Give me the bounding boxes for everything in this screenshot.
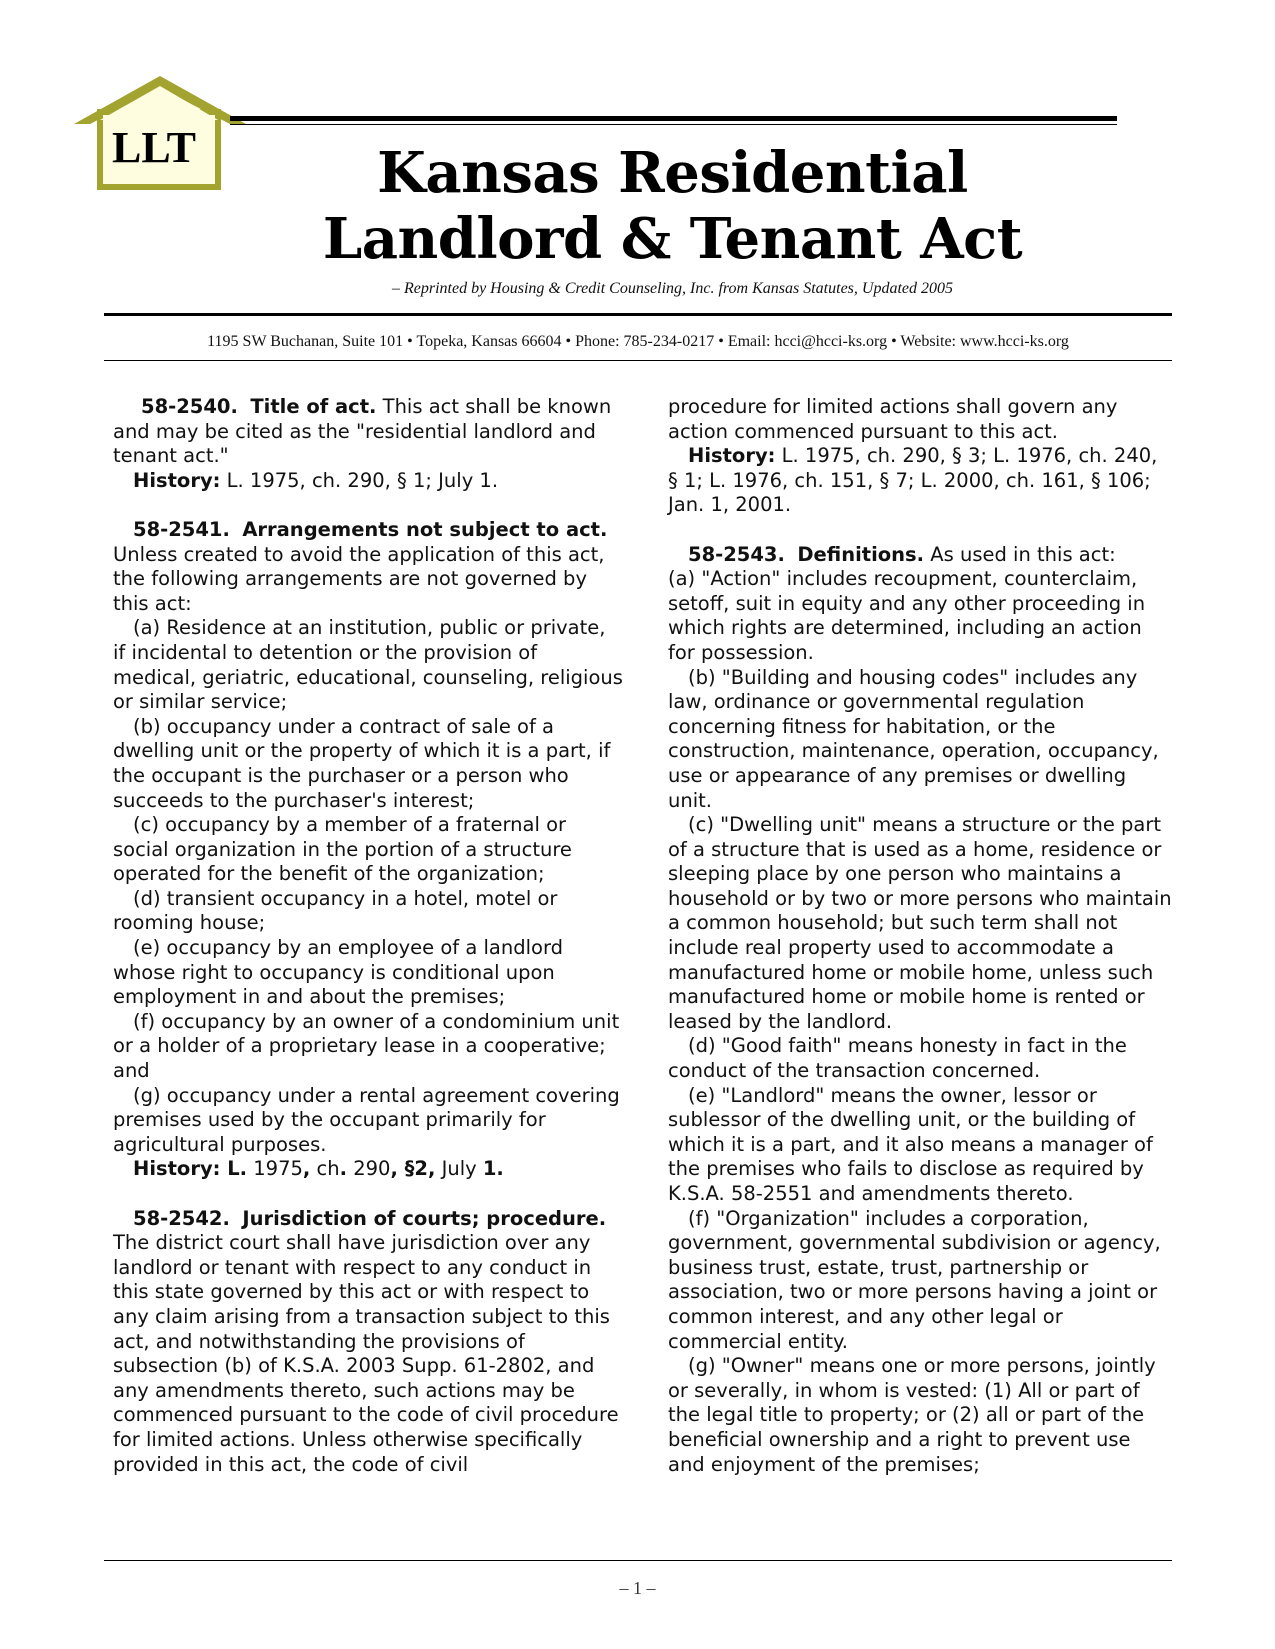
history-label: History: L.	[133, 1157, 248, 1181]
list-item: (a) "Action" includes recoupment, counterclaim, setoff, suit in equity and any other proceeding in which rights are determined, including an action for possession.	[668, 567, 1146, 664]
list-item: (e) "Landlord" means the owner, lessor or sublessor of the dwelling unit, or the building of which it is a part, and it also means a manager of the premises who fails to disclose as required by K.S.A. 58-2551 and amendments thereto.	[668, 1083, 1153, 1205]
title-line-1: Kansas Residential	[377, 140, 968, 206]
history-label: History:	[688, 444, 776, 468]
section-text: Unless created to avoid the application of this act, the following arrangements are not governed by this act:	[113, 542, 605, 615]
contact-info: 1195 SW Buchanan, Suite 101 • Topeka, Kansas 66604 • Phone: 785-234-0217 • Email: hcci@hcci-ks.org • Website: www.hcci-ks.org	[207, 333, 1069, 350]
history-58-2542	[668, 444, 1173, 518]
left-column	[113, 395, 623, 1477]
history-part: , §2,	[390, 1157, 436, 1181]
logo-text: LLT	[112, 123, 197, 172]
list-item: (d) transient occupancy in a hotel, motel or rooming house;	[113, 886, 558, 935]
history-text: L. 1975, ch. 290, § 3; L. 1976, ch. 240, § 1; L. 1976, ch. 151, § 7; L. 2000, ch. 161, § 106; Jan. 1, 2001.	[668, 444, 1158, 517]
history-part: 290	[347, 1157, 391, 1181]
list-item: (e) occupancy by an employee of a landlord whose right to occupancy is conditional upon employment in and about the premises;	[113, 936, 564, 1009]
history-part: 1975	[247, 1157, 303, 1181]
history-label: History:	[133, 468, 221, 492]
section-number: 58-2543.	[688, 542, 785, 566]
section-title: Title of act.	[250, 395, 377, 418]
list-item: (g) occupancy under a rental agreement covering premises used by the occupant primarily for agricultural purposes.	[113, 1083, 620, 1156]
history-58-2541	[113, 1157, 623, 1182]
title-line-2: Landlord & Tenant Act	[322, 206, 1023, 272]
section-title: Jurisdiction of courts; procedure.	[242, 1206, 607, 1230]
history-part: ch	[310, 1157, 340, 1181]
history-text: L. 1975, ch. 290, § 1; July 1.	[220, 468, 499, 492]
history-part: July	[435, 1157, 483, 1181]
history-58-2540	[113, 469, 623, 494]
section-title: Arrangements not subject to act.	[242, 517, 608, 541]
list-item: (g) "Owner" means one or more persons, jointly or severally, in whom is vested: (1) All or part of the legal title to property; or (2) all or part of the beneficial ownership and a right to prevent use and enjoyment of the premises;	[668, 1354, 1156, 1476]
history-part: ,	[302, 1157, 311, 1181]
header-rule-thick	[230, 116, 1117, 121]
list-item: (a) Residence at an institution, public or private, if incidental to detention or the provision of medical, geriatric, educational, counseling, religious or similar service;	[113, 616, 623, 714]
history-part: .	[339, 1157, 348, 1181]
subtitle: – Reprinted by Housing & Credit Counseling, Inc. from Kansas Statutes, Updated 2005	[391, 280, 953, 297]
right-column	[668, 395, 1173, 1477]
section-58-2542-continued: procedure for limited actions shall govern any action commenced pursuant to this act.	[668, 395, 1118, 443]
section-number: 58-2540.	[141, 395, 238, 418]
section-number: 58-2541.	[133, 517, 230, 541]
section-title: Definitions.	[797, 542, 925, 566]
history-part: 1.	[482, 1157, 504, 1181]
section-number: 58-2542.	[133, 1206, 230, 1230]
list-item: (b) occupancy under a contract of sale of a dwelling unit or the property of which it is a part, if the occupant is the purchaser or a person who succeeds to the purchaser's interest;	[113, 714, 611, 812]
header-divider	[104, 313, 1172, 316]
page-number: – 1 –	[619, 1578, 656, 1598]
contact-divider	[104, 360, 1172, 361]
section-text: The district court shall have jurisdiction over any landlord or tenant with respect to any conduct in this state governed by this act or with respect to any claim arising from a transaction subject to this act, and notwithstanding the provisions of subsection (b) of K.S.A. 2003 Supp. 61-2802, and any amendments thereto, such actions may be commenced pursuant to the code of civil procedure for limited actions. Unless otherwise specifically provided in this act, the code of civil	[113, 1231, 619, 1476]
section-58-2543	[668, 543, 1173, 568]
section-text: As used in this act:	[924, 542, 1116, 566]
section-58-2542	[113, 1207, 623, 1478]
list-item: (d) "Good faith" means honesty in fact in the conduct of the transaction concerned.	[668, 1034, 1127, 1083]
list-item: (f) occupancy by an owner of a condominium unit or a holder of a proprietary lease in a cooperative; and	[113, 1009, 620, 1083]
list-item: (f) "Organization" includes a corporation, government, governmental subdivision or agency, business trust, estate, trust, partnership or association, two or more persons having a joint or common interest, and any other legal or commercial entity.	[668, 1206, 1161, 1353]
footer-rule	[104, 1560, 1172, 1561]
section-58-2541	[113, 518, 623, 616]
list-item: (c) occupancy by a member of a fraternal or social organization in the portion of a structure operated for the benefit of the organization;	[113, 813, 572, 886]
list-item: (c) "Dwelling unit" means a structure or the part of a structure that is used as a home, residence or sleeping place by one person who maintains a household or by two or more persons who maintain a common household; but such term shall not include real property used to accommodate a manufactured home or mobile home, unless such manufactured home or mobile home is rented or leased by the landlord.	[668, 813, 1172, 1033]
list-item: (b) "Building and housing codes" includes any law, ordinance or governmental regulation concerning fitness for habitation, or the construction, maintenance, operation, occupancy, use or appearance of any premises or dwelling unit.	[668, 665, 1159, 812]
section-58-2540	[113, 395, 623, 469]
section-text: This act shall be known and may be cited as the "residential landlord and tenant act."	[113, 395, 612, 468]
header-rule-thin	[230, 124, 1117, 125]
